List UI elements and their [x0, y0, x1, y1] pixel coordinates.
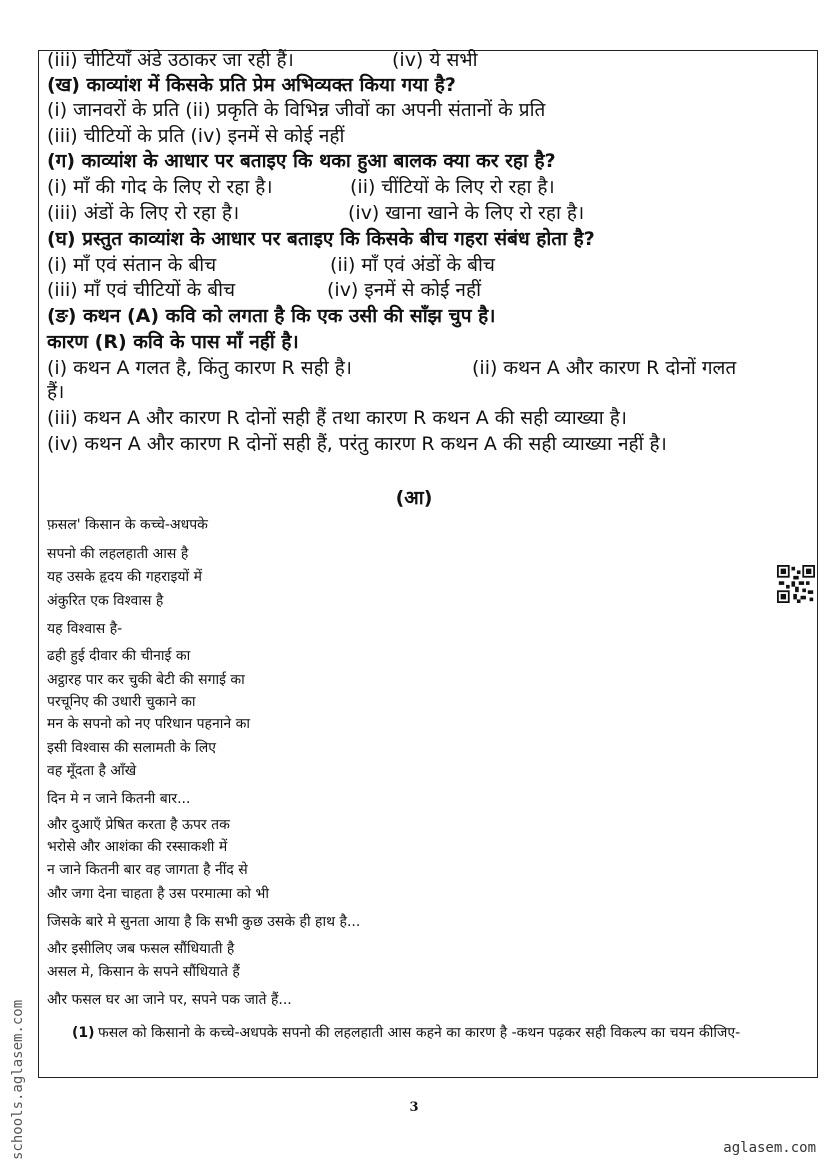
- page-number: 3: [409, 1100, 419, 1115]
- poem-line: यह विश्वास है-: [47, 621, 123, 637]
- question-line: [47, 227, 595, 251]
- question-option: (ii) चींटियों के लिए रो रहा है।: [350, 176, 555, 198]
- poem-line: न जाने कितनी बार वह जागता है नींद से: [47, 862, 248, 878]
- question-option: (iv) खाना खाने के लिए रो रहा है।: [348, 202, 585, 224]
- question-line: [47, 253, 495, 277]
- question-text: (iii) अंडों के लिए रो रहा है।: [47, 202, 240, 224]
- question-line: [47, 304, 495, 328]
- poem-line: असल मे, किसान के सपने सौंधियाते हैं: [47, 964, 240, 980]
- question-option: (iv) इनमें से कोई नहीं: [327, 279, 481, 301]
- question-line: [47, 356, 737, 380]
- question-text: (iii) माँ एवं चीटियों के बीच: [47, 279, 236, 301]
- qr-code-icon: [777, 565, 815, 603]
- question-line: [47, 149, 556, 173]
- question-text: (घ) प्रस्तुत काव्यांश के आधार पर बताइए कि किसके बीच गहरा संबंध होता है?: [47, 228, 595, 250]
- poem-line: यह उसके हृदय की गहराइयों में: [47, 569, 202, 585]
- question-text: (iv) कथन A और कारण R दोनों सही हैं, परंतु कारण R कथन A की सही व्याख्या नहीं है।: [47, 433, 667, 455]
- poem-line: और दुआएँ प्रेषित करता है ऊपर तक: [47, 817, 230, 833]
- question-line: [47, 98, 545, 122]
- question-option: (ii) कथन A और कारण R दोनों गलत: [472, 357, 737, 379]
- question-text: (iii) चीटियों के प्रति (iv) इनमें से कोई नहीं: [47, 125, 345, 147]
- question-line: [47, 175, 555, 199]
- question-line: [47, 330, 299, 354]
- question-line: [47, 73, 456, 97]
- footer-watermark: aglasem.com: [723, 1140, 816, 1156]
- question-line: [47, 48, 478, 72]
- poem-line: और इसीलिए जब फसल सौंधियाती है: [47, 941, 235, 957]
- subquestion-number: (1): [72, 1025, 95, 1041]
- question-line: [47, 380, 64, 404]
- poem-line: और फसल घर आ जाने पर, सपने पक जाते हैं...: [47, 992, 292, 1008]
- section-heading: (आ): [395, 487, 433, 509]
- poem-line: ढही हुई दीवार की चीनाई का: [47, 648, 191, 664]
- side-watermark: schools.aglasem.com: [10, 999, 26, 1160]
- poem-line: दिन मे न जाने कितनी बार...: [47, 791, 191, 807]
- poem-line: अट्ठारह पार कर चुकी बेटी की सगाई का: [47, 672, 245, 688]
- question-text: (ख) काव्यांश में किसके प्रति प्रेम अभिव्यक्त किया गया है?: [47, 74, 456, 96]
- poem-line: अंकुरित एक विश्वास है: [47, 593, 164, 609]
- question-text: (iii) कथन A और कारण R दोनों सही हैं तथा कारण R कथन A की सही व्याख्या है।: [47, 407, 628, 429]
- poem-line: भरोसे और आशंका की रस्साकशी में: [47, 839, 228, 855]
- poem-line: वह मूँदता है आँखे: [47, 763, 137, 779]
- poem-line: परचूनिए की उधारी चुकाने का: [47, 694, 196, 710]
- question-text: (i) माँ एवं संतान के बीच: [47, 254, 217, 276]
- question-text: (i) जानवरों के प्रति (ii) प्रकृति के विभिन्न जीवों का अपनी संतानों के प्रति: [47, 99, 546, 121]
- poem-line: सपनो की लहलहाती आस है: [47, 546, 189, 562]
- question-line: [47, 406, 627, 430]
- question-line: [47, 201, 585, 225]
- question-text: (i) कथन A गलत है, किंतु कारण R सही है।: [47, 357, 352, 379]
- question-option: (ii) माँ एवं अंडों के बीच: [330, 254, 495, 276]
- poem-line: इसी विश्वास की सलामती के लिए: [47, 740, 216, 756]
- poem-line: मन के सपनो को नए परिधान पहनाने का: [47, 716, 250, 732]
- question-line: [47, 432, 667, 456]
- question-text: (i) माँ की गोद के लिए रो रहा है।: [47, 176, 273, 198]
- question-text: (iii) चीटियाँ अंडे उठाकर जा रही हैं।: [47, 49, 294, 71]
- poem-line: फ़सल' किसान के कच्चे-अधपके: [47, 517, 208, 533]
- question-text: हैं।: [47, 381, 65, 403]
- question-line: [47, 124, 344, 148]
- question-option: (iv) ये सभी: [392, 49, 478, 71]
- subquestion-text: फसल को किसानो के कच्चे-अधपके सपनो की लहलहाती आस कहने का कारण है -कथन पढ़कर सही विकल्प का चयन कीजिए-: [98, 1025, 741, 1041]
- question-text: (ङ) कथन (A) कवि को लगता है कि एक उसी की साँझ चुप है।: [47, 305, 496, 327]
- poem-line: जिसके बारे मे सुनता आया है कि सभी कुछ उसके ही हाथ है...: [47, 914, 361, 930]
- question-text: कारण (R) कवि के पास माँ नहीं है।: [47, 331, 299, 353]
- question-line: [47, 278, 481, 302]
- question-text: (ग) काव्यांश के आधार पर बताइए कि थका हुआ बालक क्या कर रहा है?: [47, 150, 556, 172]
- poem-line: और जगा देना चाहता है उस परमात्मा को भी: [47, 886, 269, 902]
